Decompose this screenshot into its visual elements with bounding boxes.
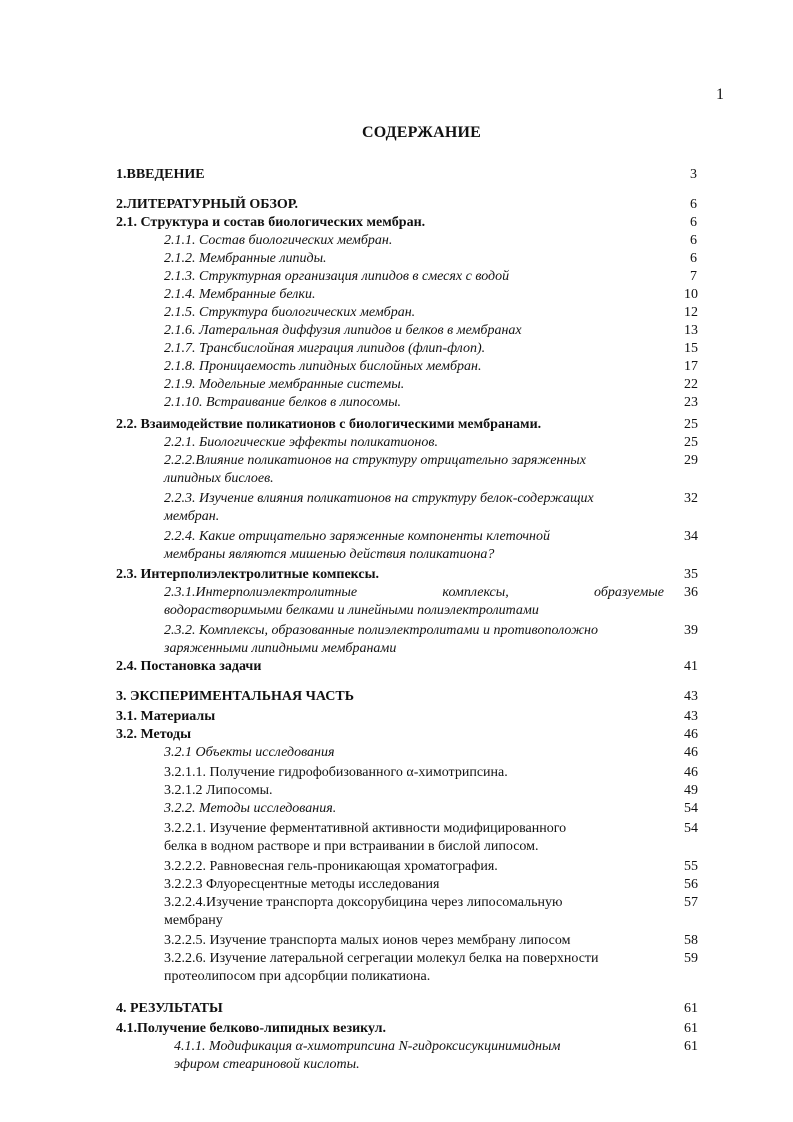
toc-entry-title: 4. РЕЗУЛЬТАТЫ xyxy=(116,1001,223,1016)
toc-entry-title: 2.1.9. Модельные мембранные системы. xyxy=(164,377,405,392)
toc-entry-title: 3. ЭКСПЕРИМЕНТАЛЬНАЯ ЧАСТЬ xyxy=(116,689,354,704)
toc-entry-page: 6 xyxy=(690,215,697,230)
toc-entry-page: 46 xyxy=(684,745,698,760)
toc-entry-title: 2.1.10. Встраивание белков в липосомы. xyxy=(164,395,402,410)
toc-entry-title: 2.1.6. Латеральная диффузия липидов и белков в мембранах xyxy=(164,323,522,338)
toc-entry-title: 2.1.8. Проницаемость липидных бислойных мембран. xyxy=(164,359,482,374)
toc-entry-title: 3.2.1.1. Получение гидрофобизованного α-химотрипсина. xyxy=(164,765,508,780)
toc-entry-title: 2.4. Постановка задачи xyxy=(116,659,262,674)
toc-entry-page: 56 xyxy=(684,877,698,892)
toc-entry-page: 3 xyxy=(690,167,697,182)
toc-entry-page: 10 xyxy=(684,287,698,302)
toc-entry-title: белка в водном растворе и при встраивании в бислой липосом. xyxy=(164,839,539,854)
toc-entry-title: 2.2.2.Влияние поликатионов на структуру отрицательно заряженных xyxy=(164,453,586,468)
toc-entry-title: 2.1.7. Трансбислойная миграция липидов (флип-флоп). xyxy=(164,341,486,356)
toc-entry-title: 3.2.2.6. Изучение латеральной сегрегации молекул белка на поверхности xyxy=(164,951,599,966)
toc-entry-title: 1.ВВЕДЕНИЕ xyxy=(116,167,205,182)
toc-entry-page: 35 xyxy=(684,567,698,582)
toc-entry-page: 59 xyxy=(684,951,698,966)
toc-entry-page: 23 xyxy=(684,395,698,410)
toc-entry-page: 32 xyxy=(684,491,698,506)
toc-entry-title: 3.2.1.2 Липосомы. xyxy=(164,783,273,798)
toc-entry-page: 58 xyxy=(684,933,698,948)
toc-entry-page: 61 xyxy=(684,1039,698,1054)
toc-entry-title: мембран. xyxy=(164,509,220,524)
toc-entry-title: 3.2.2.4.Изучение транспорта доксорубицина через липосомальную xyxy=(164,895,563,910)
toc-entry-title: 2.1.3. Структурная организация липидов в смесях с водой xyxy=(164,269,510,284)
toc-entry-title: 2.1.2. Мембранные липиды. xyxy=(164,251,327,266)
toc-entry-page: 17 xyxy=(684,359,698,374)
toc-entry-title: 3.2.1 Объекты исследования xyxy=(164,745,335,760)
toc-entry-title: 2.2.3. Изучение влияния поликатионов на структуру белок-содержащих xyxy=(164,491,594,506)
toc-entry-page: 12 xyxy=(684,305,698,320)
toc-heading: СОДЕРЖАНИЕ xyxy=(361,124,482,141)
toc-entry-title: 3.2.2.5. Изучение транспорта малых ионов через мембрану липосом xyxy=(164,933,571,948)
toc-entry-page: 43 xyxy=(684,689,698,704)
toc-entry-page: 57 xyxy=(684,895,698,910)
toc-entry-page: 6 xyxy=(690,197,697,212)
toc-entry-title: 3.2.2.1. Изучение ферментативной активности модифицированного xyxy=(164,821,567,836)
toc-entry-title: водорастворимыми белками и линейными полиэлектролитами xyxy=(164,603,539,618)
toc-entry-page: 6 xyxy=(690,251,697,266)
toc-entry-page: 54 xyxy=(684,821,698,836)
toc-entry-page: 46 xyxy=(684,727,698,742)
toc-entry-page: 54 xyxy=(684,801,698,816)
toc-entry-title: мембрану xyxy=(164,913,223,928)
toc-entry-title: 2.ЛИТЕРАТУРНЫЙ ОБЗОР. xyxy=(116,197,299,212)
toc-entry-title: 4.1.Получение белково-липидных везикул. xyxy=(116,1021,387,1036)
toc-entry-page: 29 xyxy=(684,453,698,468)
toc-entry-page: 46 xyxy=(684,765,698,780)
toc-entry-page: 15 xyxy=(684,341,698,356)
toc-entry-title: 2.3.1.Интерполиэлектролитные комплексы, образуемые xyxy=(164,585,664,600)
toc-entry-title: 4.1.1. Модификация α-химотрипсина N-гидроксисукцинимидным xyxy=(174,1039,561,1054)
toc-entry-page: 34 xyxy=(684,529,698,544)
toc-entry-page: 22 xyxy=(684,377,698,392)
toc-entry-title: 2.2.4. Какие отрицательно заряженные компоненты клеточной xyxy=(164,529,550,544)
toc-entry-title: мембраны являются мишенью действия поликатиона? xyxy=(164,547,495,562)
toc-entry-page: 25 xyxy=(684,435,698,450)
toc-entry-title: 3.2.2.2. Равновесная гель-проникающая хроматография. xyxy=(164,859,498,874)
toc-entry-title: 3.2.2.3 Флуоресцентные методы исследования xyxy=(164,877,440,892)
toc-entry-page: 55 xyxy=(684,859,698,874)
toc-entry-title: протеолипосом при адсорбции поликатиона. xyxy=(164,969,431,984)
toc-entry-title: 2.3.2. Комплексы, образованные полиэлектролитами и противоположно xyxy=(164,623,598,638)
toc-entry-title: 3.1. Материалы xyxy=(116,709,216,724)
toc-entry-page: 41 xyxy=(684,659,698,674)
toc-entry-title: 2.2.1. Биологические эффекты поликатионов. xyxy=(164,435,438,450)
toc-entry-page: 25 xyxy=(684,417,698,432)
toc-entry-page: 6 xyxy=(690,233,697,248)
toc-entry-title: 2.1.4. Мембранные белки. xyxy=(164,287,316,302)
toc-entry-page: 39 xyxy=(684,623,698,638)
toc-entry-page: 36 xyxy=(684,585,698,600)
toc-entry-page: 13 xyxy=(684,323,698,338)
toc-entry-title: 3.2. Методы xyxy=(116,727,192,742)
toc-entry-page: 61 xyxy=(684,1021,698,1036)
toc-entry-page: 43 xyxy=(684,709,698,724)
toc-entry-title: эфиром стеариновой кислоты. xyxy=(174,1057,360,1072)
toc-entry-page: 7 xyxy=(690,269,697,284)
toc-entry-title: 2.1.1. Состав биологических мембран. xyxy=(164,233,393,248)
page-number: 1 xyxy=(716,86,724,103)
toc-entry-title: 3.2.2. Методы исследования. xyxy=(164,801,337,816)
toc-entry-page: 61 xyxy=(684,1001,698,1016)
toc-entry-title: 2.2. Взаимодействие поликатионов с биологическими мембранами. xyxy=(116,417,542,432)
toc-entry-title: заряженными липидными мембранами xyxy=(164,641,397,656)
toc-entry-title: липидных бислоев. xyxy=(164,471,274,486)
table-of-contents xyxy=(0,160,793,1122)
toc-entry-title: 2.1.5. Структура биологических мембран. xyxy=(164,305,416,320)
toc-entry-title: 2.1. Структура и состав биологических мембран. xyxy=(116,215,426,230)
toc-entry-title: 2.3. Интерполиэлектролитные компексы. xyxy=(116,567,380,582)
toc-entry-page: 49 xyxy=(684,783,698,798)
